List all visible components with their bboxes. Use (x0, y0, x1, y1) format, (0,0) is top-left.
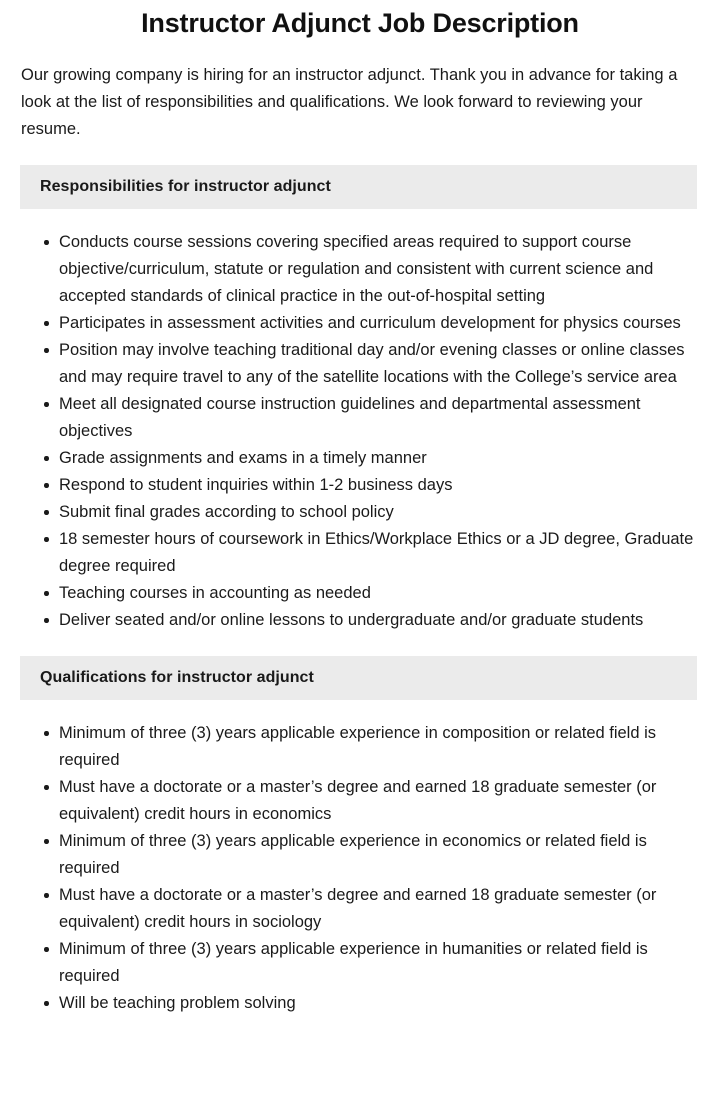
list-item (0, 445, 698, 472)
bullet-dot-icon (44, 839, 49, 844)
bullet-dot-icon (44, 402, 49, 407)
list-item (0, 882, 698, 936)
bullet-dot-icon (44, 947, 49, 952)
bullet-dot-icon (44, 1001, 49, 1006)
list-item-text: Must have a doctorate or a master’s degree and earned 18 graduate semester (or equivalent) credit hours in sociology (59, 886, 657, 931)
list-item-text: Deliver seated and/or online lessons to undergraduate and/or graduate students (59, 611, 644, 629)
bullet-dot-icon (44, 893, 49, 898)
bullet-dot-icon (44, 483, 49, 488)
page-bottom-spacer (0, 1017, 720, 1055)
list-item (0, 936, 698, 990)
list-item-text: Teaching courses in accounting as needed (59, 584, 371, 602)
list-item-text: Respond to student inquiries within 1-2 business days (59, 476, 453, 494)
list-item-text: Meet all designated course instruction guidelines and departmental assessment objectives (59, 395, 641, 440)
bullet-dot-icon (44, 510, 49, 515)
list-item (0, 337, 698, 391)
bullet-dot-icon (44, 348, 49, 353)
list-item (0, 229, 698, 310)
section-qualifications (0, 656, 720, 1017)
list-item (0, 310, 698, 337)
list-item (0, 607, 698, 634)
bullet-dot-icon (44, 591, 49, 596)
list-item-text: 18 semester hours of coursework in Ethics/Workplace Ethics or a JD degree, Graduate degree required (59, 530, 694, 575)
page-title: Instructor Adjunct Job Description (141, 8, 579, 38)
section-heading-label: Qualifications for instructor adjunct (40, 669, 314, 686)
list-item-text: Minimum of three (3) years applicable experience in composition or related field is required (59, 724, 657, 769)
list-item-text: Must have a doctorate or a master’s degree and earned 18 graduate semester (or equivalent) credit hours in economics (59, 778, 657, 823)
list-item-text: Participates in assessment activities and curriculum development for physics courses (59, 314, 681, 332)
bullet-dot-icon (44, 321, 49, 326)
list-item (0, 526, 698, 580)
responsibilities-list (0, 209, 720, 634)
section-heading-label: Responsibilities for instructor adjunct (40, 178, 331, 195)
intro-paragraph: Our growing company is hiring for an instructor adjunct. Thank you in advance for taking a look at the list of responsibilities and qualifications. We look forward to reviewing your resume. (21, 66, 678, 138)
list-item (0, 391, 698, 445)
list-item-text: Minimum of three (3) years applicable experience in economics or related field is required (59, 832, 647, 877)
list-item-text: Position may involve teaching traditional day and/or evening classes or online classes and may require travel to any of the satellite locations with the College’s service area (59, 341, 685, 386)
list-item (0, 472, 698, 499)
list-item (0, 774, 698, 828)
bullet-dot-icon (44, 618, 49, 623)
list-item (0, 828, 698, 882)
list-item-text: Conducts course sessions covering specified areas required to support course objective/curriculum, statute or regulation and consistent with current science and accepted standards of clinical practice in the out-of-hospital setting (59, 233, 654, 305)
list-item-text: Submit final grades according to school policy (59, 503, 394, 521)
bullet-dot-icon (44, 456, 49, 461)
list-item-text: Will be teaching problem solving (59, 994, 296, 1012)
qualifications-list (0, 700, 720, 1017)
section-responsibilities (0, 165, 720, 634)
list-item-text: Grade assignments and exams in a timely manner (59, 449, 427, 467)
section-header-qualifications (20, 656, 697, 700)
list-item (0, 720, 698, 774)
section-header-responsibilities (20, 165, 697, 209)
list-item (0, 499, 698, 526)
bullet-dot-icon (44, 731, 49, 736)
list-item (0, 990, 698, 1017)
bullet-dot-icon (44, 785, 49, 790)
bullet-dot-icon (44, 537, 49, 542)
list-item-text: Minimum of three (3) years applicable experience in humanities or related field is required (59, 940, 648, 985)
list-item (0, 580, 698, 607)
bullet-dot-icon (44, 240, 49, 245)
